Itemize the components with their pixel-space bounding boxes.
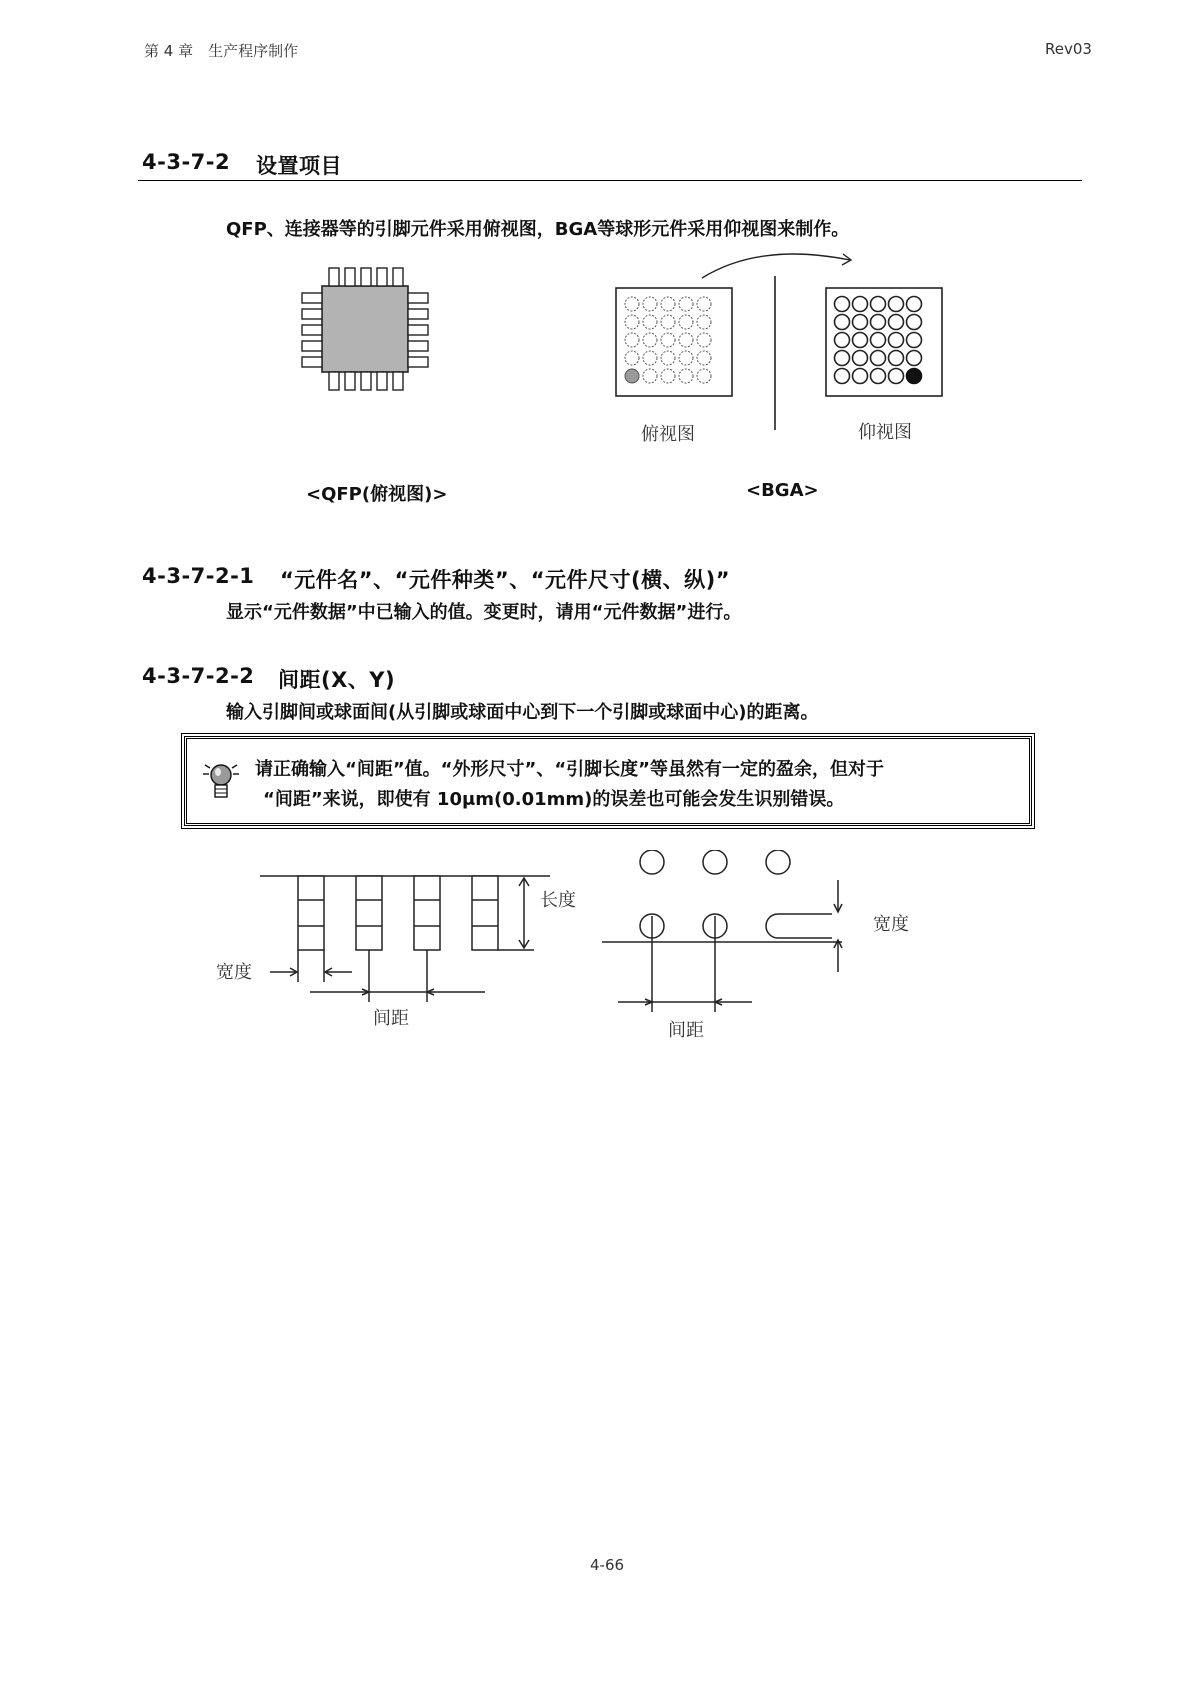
bga-caption: <BGA>: [746, 480, 819, 501]
lightbulb-icon: [201, 759, 241, 805]
width-label-left: 宽度: [216, 962, 252, 983]
subsection2-title: 间距(X、Y): [278, 668, 396, 692]
length-label: 长度: [540, 890, 576, 911]
lead-diagram: [260, 876, 550, 1002]
figure-qfp-bga: [290, 250, 950, 430]
revision-label: Rev03: [1045, 40, 1092, 58]
width-label-right: 宽度: [873, 914, 909, 935]
qfp-diagram: [302, 268, 428, 390]
section-title: 设置项目: [256, 154, 342, 178]
section-rule: [138, 180, 1082, 181]
subsection1-title: “元件名”、“元件种类”、“元件尺寸(横、纵)”: [280, 568, 731, 592]
note-box: [184, 736, 1032, 826]
bottom-view-label: 仰视图: [858, 422, 912, 443]
subsection2-text: 输入引脚间或球面间(从引脚或球面中心到下一个引脚或球面中心)的距离。: [226, 702, 819, 723]
subsection1-text: 显示“元件数据”中已输入的值。变更时，请用“元件数据”进行。: [226, 602, 742, 623]
note-line-1: 请正确输入“间距”值。“外形尺寸”、“引脚长度”等虽然有一定的盈余，但对于: [255, 759, 884, 780]
chapter-header: 第 4 章 生产程序制作: [144, 42, 299, 60]
figure-pitch-diagram: [210, 850, 950, 1050]
note-line-2: “间距”来说，即使有 10μm(0.01mm)的误差也可能会发生识别错误。: [263, 789, 845, 810]
subsection2-number: 4-3-7-2-2: [142, 664, 255, 688]
ball-diagram: [602, 850, 842, 1012]
pitch-label-left: 间距: [373, 1008, 409, 1029]
top-view-label: 俯视图: [641, 424, 695, 445]
page-number: 4-66: [590, 1556, 625, 1574]
section-intro: QFP、连接器等的引脚元件采用俯视图，BGA等球形元件采用仰视图来制作。: [226, 219, 850, 240]
section-number: 4-3-7-2: [142, 150, 231, 174]
subsection1-number: 4-3-7-2-1: [142, 564, 255, 588]
pitch-label-right: 间距: [668, 1020, 704, 1041]
bga-top-view: [616, 288, 732, 396]
qfp-caption: <QFP(俯视图)>: [306, 484, 448, 505]
bga-bottom-view: [826, 288, 942, 396]
